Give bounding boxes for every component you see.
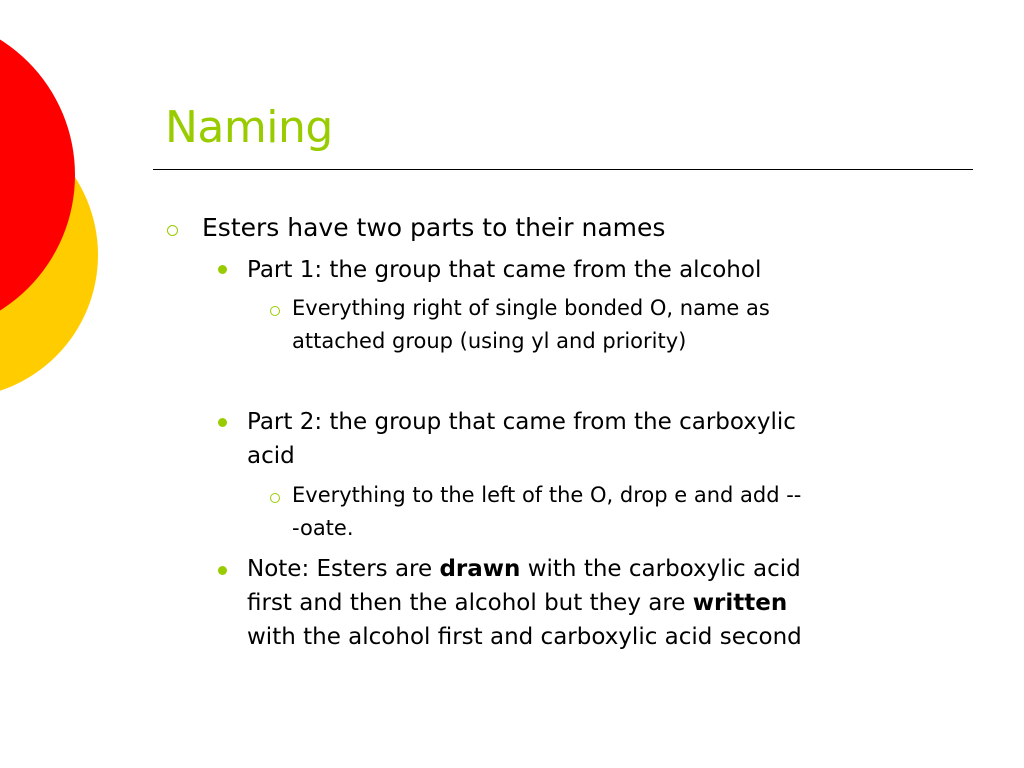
note-text-pre: Note: Esters are — [247, 556, 440, 582]
hollow-circle-bullet-icon — [270, 306, 280, 316]
bullet-part-2-line-2: acid — [247, 443, 295, 469]
filled-dot-bullet-icon — [218, 566, 227, 575]
sub-bullet-part-1-line-2: attached group (using yl and priority) — [292, 329, 687, 353]
bullet-note-line-1 — [247, 552, 801, 586]
bullet-note-line-3: with the alcohol first and carboxylic acid second — [247, 624, 802, 650]
bullet-esters-two-parts: Esters have two parts to their names — [202, 213, 666, 242]
filled-dot-bullet-icon — [218, 418, 227, 427]
bullet-note-line-2 — [247, 586, 787, 620]
hollow-circle-bullet-icon — [167, 225, 178, 236]
note-text-pre: first and then the alcohol but they are — [247, 590, 693, 616]
bullet-part-1: Part 1: the group that came from the alcohol — [247, 257, 762, 283]
hollow-circle-bullet-icon — [270, 493, 280, 503]
bullet-part-2-line-1: Part 2: the group that came from the carboxylic — [247, 409, 796, 435]
note-emphasis-written: written — [692, 590, 788, 616]
note-emphasis-drawn: drawn — [439, 556, 521, 582]
sub-bullet-part-2-line-1: Everything to the left of the O, drop e and add -- — [292, 483, 802, 507]
note-text-post: with the carboxylic acid — [520, 556, 801, 582]
sub-bullet-part-2-line-2: -oate. — [292, 516, 354, 540]
slide-title: Naming — [165, 102, 333, 153]
sub-bullet-part-1-line-1: Everything right of single bonded O, name as — [292, 296, 770, 320]
filled-dot-bullet-icon — [218, 265, 227, 274]
